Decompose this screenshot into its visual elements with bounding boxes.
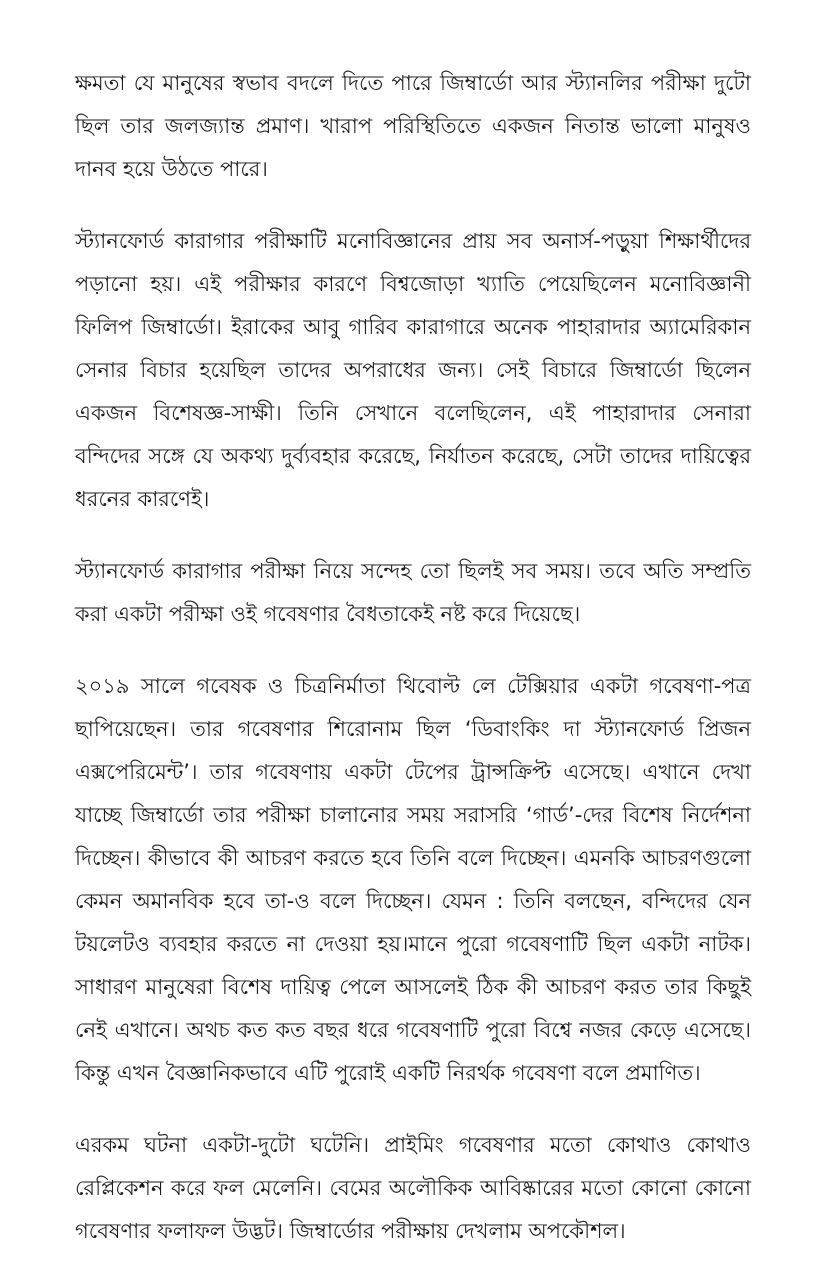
paragraph-doubts-about-experiment: স্ট্যানফোর্ড কারাগার পরীক্ষা নিয়ে সন্দেহ তো ছিলই সব সময়। তবে অতি সম্প্রতি করা একটা পরীক্ষা ওই গবেষণার বৈধতাকেই নষ্ট করে দিয়েছে। [75,559,751,626]
paragraph-debunking-study: ২০১৯ সালে গবেষক ও চিত্রনির্মাতা থিবোল্ট লে টেক্সিয়ার একটা গবেষণা-পত্র ছাপিয়েছেন। তার গবেষণার শিরোনাম ছিল ‘ডিবাংকিং দা স্ট্যানফোর্ড প্রিজন এক্সপেরিমেন্ট’। তার গবেষণায় একটা টেপের ট্রান্সক্রিপ্ট এসেছে। এখানে দেখা যাচ্ছে জিম্বার্ডো তার পরীক্ষা চালানোর সময় সরাসরি ‘গার্ড’-দের বিশেষ নির্দেশনা দিচ্ছেন। কীভাবে কী আচরণ করতে হবে তিনি বলে দিচ্ছেন। এমনকি আচরণগুলো কেমন অমানবিক হবে তা-ও বলে দিচ্ছেন। যেমন : তিনি বলছেন, বন্দিদের যেন টয়লেটও ব্যবহার করতে না দেওয়া হয়।মানে পুরো গবেষণাটি ছিল একটা নাটক। সাধারণ মানুষেরা বিশেষ দায়িত্ব পেলে আসলেই ঠিক কী আচরণ করত তার কিছুই নেই এখানে। অথচ কত কত বছর ধরে গবেষণাটি পুরো বিশ্বে নজর কেড়ে এসেছে। কিন্তু এখন বৈজ্ঞানিকভাবে এটি পুরোই একটি নিরর্থক গবেষণা বলে প্রমাণিত। [75,674,751,1085]
paragraph-replication-failures: এরকম ঘটনা একটা-দুটো ঘটেনি। প্রাইমিং গবেষণার মতো কোথাও কোথাও রেপ্লিকেশন করে ফল মেলেনি। বেমের অলৌকিক আবিষ্কারের মতো কোনো কোনো গবেষণার ফলাফল উদ্ভট। জিম্বার্ডোর পরীক্ষায় দেখলাম অপকৌশল। [75,1133,751,1243]
paragraph-stanford-prison-experiment: স্ট্যানফোর্ড কারাগার পরীক্ষাটি মনোবিজ্ঞানের প্রায় সব অনার্স-পড়ুয়া শিক্ষার্থীদের পড়ানো হয়। এই পরীক্ষার কারণে বিশ্বজোড়া খ্যাতি পেয়েছিলেন মনোবিজ্ঞানী ফিলিপ জিম্বার্ডো। ইরাকের আবু গারিব কারাগারে অনেক পাহারাদার অ্যামেরিকান সেনার বিচার হয়েছিল তাদের অপরাধের জন্য। সেই বিচারে জিম্বার্ডো ছিলেন একজন বিশেষজ্ঞ-সাক্ষী। তিনি সেখানে বলেছিলেন, এই পাহারাদার সেনারা বন্দিদের সঙ্গে যে অকথ্য দুর্ব্যবহার করেছে, নির্যাতন করেছে, সেটা তাদের দায়িত্বের ধরনের কারণেই। [75,229,751,511]
paragraph-power-changes-nature: ক্ষমতা যে মানুষের স্বভাব বদলে দিতে পারে জিম্বার্ডো আর স্ট্যানলির পরীক্ষা দুটো ছিল তার জলজ্যান্ত প্রমাণ। খারাপ পরিস্থিতিতে একজন নিতান্ত ভালো মানুষও দানব হয়ে উঠতে পারে। [75,71,751,181]
document-page [75,62,751,1282]
